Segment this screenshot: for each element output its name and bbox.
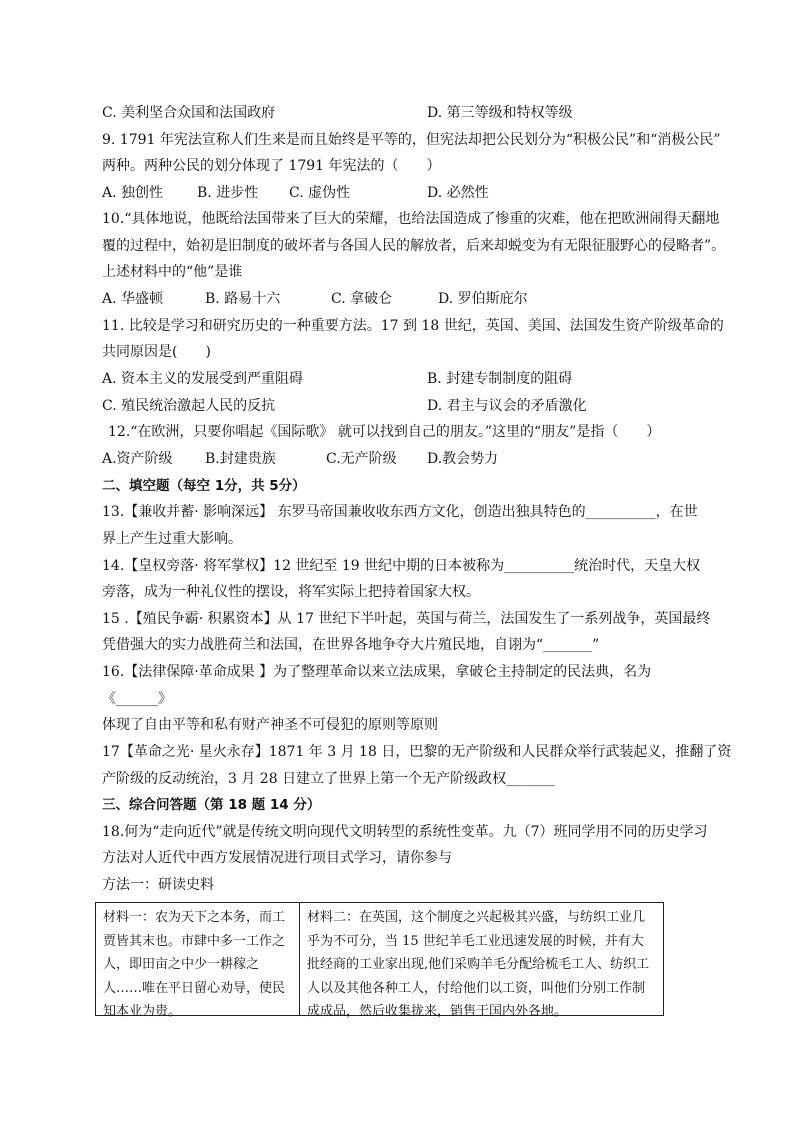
q9-stem-line2: 两种。两种公民的划分体现了 1791 年宪法的（ ） [102,158,441,174]
q10-stem-line1: 10.“具体地说，他既给法国带来了巨大的荣耀，也给法国造成了惨重的灾难，他在把欧洲闹得天翻地 [102,211,720,227]
q8-option-c: C. 美利坚合众国和法国政府 [102,105,276,121]
q10-option-a: A. 华盛顿 [102,291,164,307]
q9-option-b: B. 进步性 [197,185,259,201]
q8-option-d: D. 第三等级和特权等级 [427,105,573,121]
q12-stem: 12.“在欧洲，只要你唱起《国际歌》 就可以找到自己的朋友。”这里的“朋友”是指（ ） [108,424,661,440]
materials-table [95,902,664,1019]
q14-line2: 旁落，成为一种礼仪性的摆设，将军实际上把持着国家大权。 [102,584,480,600]
section3-title: 三、综合问答题（第 18 题 14 分） [102,797,321,813]
q14-line1: 14.【皇权旁落· 将军掌权】12 世纪至 19 世纪中期的日本被称为__________统治时代，天皇大权 [102,558,701,574]
q10-stem-line3: 上述材料中的“他”是谁 [102,264,243,280]
q9-option-d: D. 必然性 [427,185,489,201]
q10-option-c: C. 拿破仑 [331,291,393,307]
q12-option-c: C.无产阶级 [326,451,397,467]
q13-line2: 界上产生过重大影响。 [102,531,242,547]
q16-line2: 《______》 [102,691,172,707]
q15-line2: 凭借强大的实力战胜荷兰和法国，在世界各地争夺大片殖民地，自诩为“_______” [102,637,600,653]
q9-stem-line1: 9. 1791 年宪法宣称人们生来是而且始终是平等的，但宪法却把公民划分为“积极公民”和“消极公民” [102,132,721,148]
q9-option-a: A. 独创性 [102,185,164,201]
q15-line1: 15 .【殖民争霸· 积累资本】从 17 世纪下半叶起，英国与荷兰，法国发生了一系列战争，英国最终 [102,611,711,627]
q11-stem-line1: 11. 比较是学习和研究历史的一种重要方法。17 到 18 世纪，英国、美国、法国发生资产阶级革命的 [102,318,724,334]
q16-line1: 16.【法律保障·革命成果 】为了整理革命以来立法成果，拿破仑主持制定的民法典，名为 [102,664,652,680]
q18-method1: 方法一：研读史料 [102,877,214,893]
q11-option-c: C. 殖民统治激起人民的反抗 [102,398,276,414]
q17-line2: 产阶级的反动统治，3 月 28 日建立了世界上第一个无产阶级政权_______ [102,771,556,787]
q11-stem-line2: 共同原因是( ) [102,344,211,360]
section2-title: 二、填空题（每空 1分，共 5分） [102,478,306,494]
q11-option-a: A. 资本主义的发展受到严重阻碍 [102,371,304,387]
q12-option-a: A.资产阶级 [102,451,173,467]
q12-option-d: D.教会势力 [427,451,499,467]
q9-option-c: C. 虚伪性 [289,185,351,201]
q12-option-b: B.封建贵族 [205,451,276,467]
q17-line1: 17【革命之光· 星火永存】1871 年 3 月 18 日，巴黎的无产阶级和人民群众举行武装起义，推翻了资 [102,744,732,760]
q11-option-d: D. 君主与议会的矛盾激化 [427,398,587,414]
q10-option-b: B. 路易十六 [205,291,281,307]
q18-line2: 方法对人近代中西方发展情况进行项目式学习，请你参与 [102,850,452,866]
q11-option-b: B. 封建专制制度的阻碍 [427,371,573,387]
q18-line1: 18.何为“走向近代”就是传统文明向现代文明转型的系统性变革。九（7）班同学用不同的历史学习 [102,824,708,840]
q13-line1: 13.【兼收并蓄· 影响深远】 东罗马帝国兼收收东西方文化，创造出独具特色的__________，在世 [102,504,698,520]
q16-line3: 体现了自由平等和私有财产神圣不可侵犯的原则等原则 [102,717,438,733]
material-two-cell: 材料二：在英国，这个制度之兴起极其兴盛，与纺织工业几乎为不可分，当 15 世纪羊毛工业迅速发展的时候，并有大批经商的工业家出现,他们采购羊毛分配给梳毛工人、纺织工人以及其他各种工人，付给他们以工资，叫他们分别工作制成成品，然后收集拢来，销售于国内外各地。 [307,910,650,1019]
material-one-cell: 材料一：农为天下之本务，而工贾皆其末也。市肆中多一工作之人，即田亩之中少一耕稼之人……唯在平日留心劝导，使民知本业为贵。 [96,903,300,1015]
q10-stem-line2: 覆的过程中，始初是旧制度的破坏者与各国人民的解放者，后来却蜕变为有无限征服野心的侵略者”。 [102,238,726,254]
q10-option-d: D. 罗伯斯庇尔 [438,291,528,307]
